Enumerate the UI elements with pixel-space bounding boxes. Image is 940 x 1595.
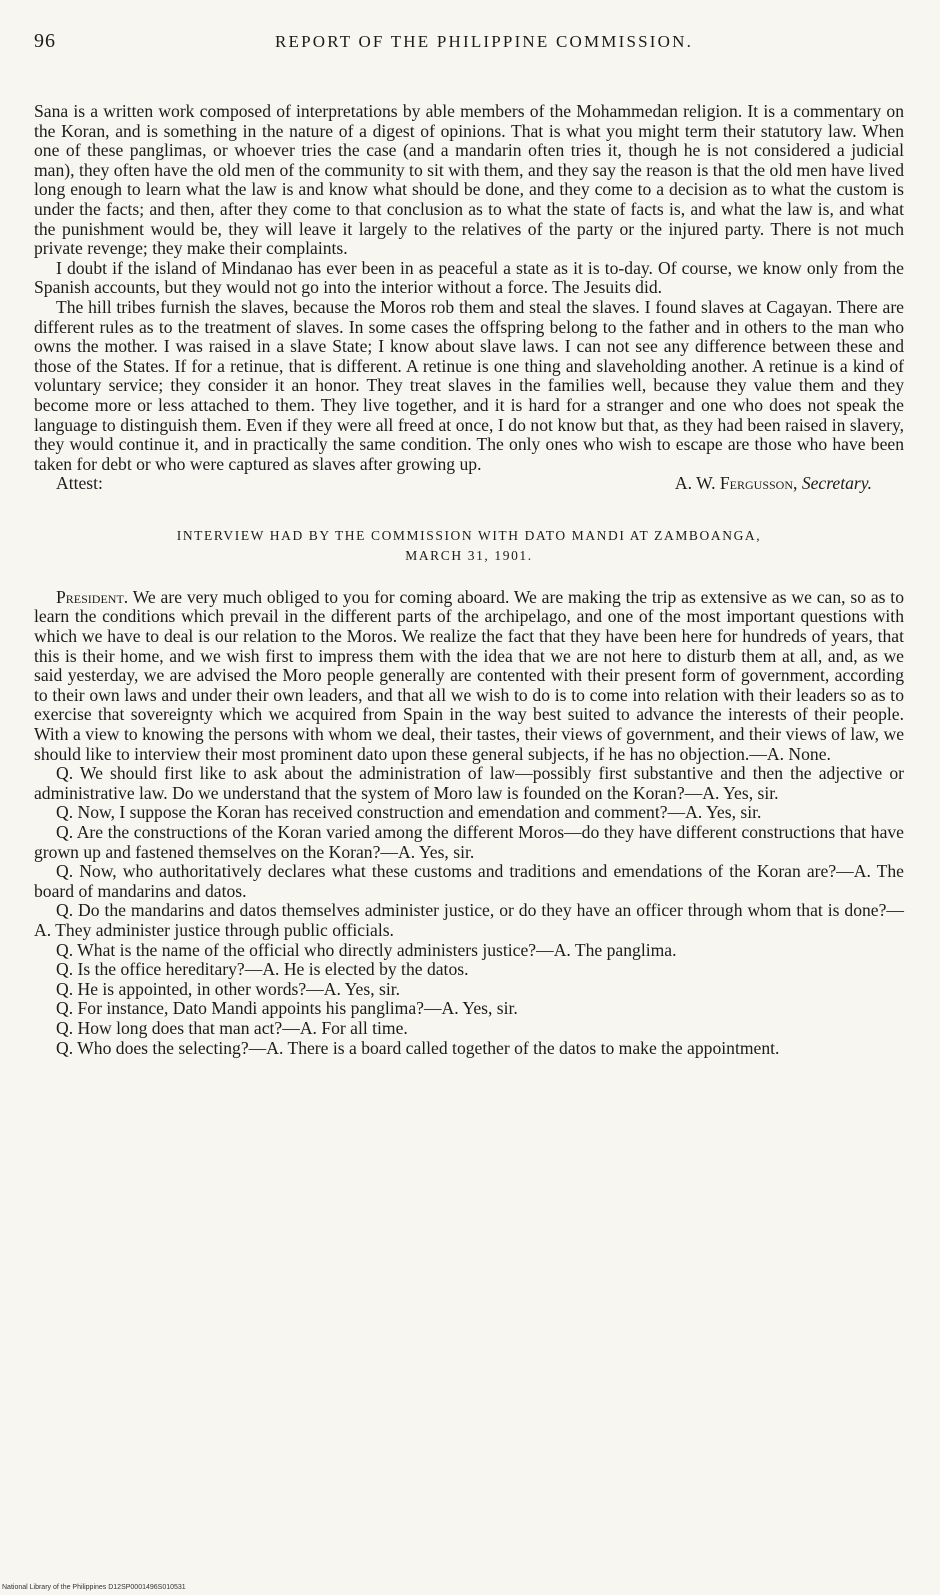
paragraph: I doubt if the island of Mindanao has ever been in as peaceful a state as it is to-day. Of course, we know only from the Spanish accounts, but they would not go into the interior without a force. The Jesuits did. — [34, 257, 904, 298]
heading-line: MARCH 31, 1901. — [405, 547, 533, 563]
question-answer-list — [34, 764, 904, 1058]
qa-item: Q. He is appointed, in other words?—A. Yes, sir. — [56, 978, 401, 999]
paragraph: Sana is a written work composed of interpretations by able members of the Mohammedan religion. It is a commentary on the Koran, and is something in the nature of a digest of opinions. That is what you might term their statutory law. When one of these panglimas, or whoever tries the case (and a mandarin often tries it, though he is not considered a judicial man), they often have the old men of the community to sit with them, and they say the reason is that the old men have lived long enough to learn what the law is and know what should be done, and they come to a decision as to what the custom is under the facts; and then, after they come to that conclusion as to what the state of facts is, and what the law is, and what the punishment would be, they will leave it largely to the relatives of the party or the injured party. There is not much private revenge; they make their complaints. — [34, 101, 904, 259]
page-header — [34, 30, 904, 60]
scan-footer: National Library of the Philippines D12SP0001496S010531 — [2, 1584, 186, 1591]
attest-signature — [675, 474, 872, 494]
paragraph: The hill tribes furnish the slaves, because the Moros rob them and steal the slaves. I found slaves at Cagayan. There are different rules as to the treatment of slaves. In some cases the offspring belong to the father and in others to the man who owns the mother. I was raised in a slave State; I know about slave laws. I can not see any difference between these and those of the States. If for a retinue, that is different. A retinue is one thing and slaveholding another. A retinue is a kind of voluntary service; they consider it an honor. They treat slaves in the families well, because they value them and they become more or less attached to them. They live together, and it is hard for a stranger and one who does not speak the language to distinguish them. Even if they were all freed at once, I do not know but that, as they had been raised in slavery, they would continue it, and in practically the same condition. The only ones who wish to escape are those who have been taken for debt or who were captured as slaves after growing up. — [34, 296, 904, 474]
qa-item: Q. Now, who authoritatively declares what these customs and traditions and emendations of the Koran are?—A. The board of mandarins and datos. — [34, 861, 904, 901]
attest-title: Secretary. — [801, 473, 872, 494]
qa-item: Q. Is the office hereditary?—A. He is elected by the datos. — [56, 959, 469, 980]
running-title: REPORT OF THE PHILIPPINE COMMISSION. — [274, 32, 694, 51]
qa-item: Q. Are the constructions of the Koran varied among the different Moros—do they have different constructions that have grown up and fastened themselves on the Koran?—A. Yes, sir. — [34, 822, 904, 862]
speaker-label: President. — [56, 586, 129, 607]
qa-item: Q. Who does the selecting?—A. There is a board called together of the datos to make the appointment. — [56, 1037, 780, 1058]
qa-item: Q. Do the mandarins and datos themselves administer justice, or do they have an officer through whom that is done?—A. They administer justice through public officials. — [34, 900, 904, 940]
page-number: 96 — [34, 30, 56, 52]
heading-line: INTERVIEW HAD BY THE COMMISSION WITH DATO MANDI AT ZAMBOANGA, — [176, 527, 762, 543]
qa-item: Q. How long does that man act?—A. For all time. — [56, 1017, 408, 1038]
qa-item: Q. What is the name of the official who directly administers justice?—A. The panglima. — [56, 939, 677, 960]
interview-heading — [34, 526, 904, 566]
qa-item: Q. We should first like to ask about the administration of law—possibly first substantive and then the adjective or administrative law. Do we understand that the system of Moro law is founded on the Koran?—A. Yes, sir. — [34, 763, 904, 803]
attestation — [34, 474, 904, 494]
qa-item: Q. For instance, Dato Mandi appoints his panglima?—A. Yes, sir. — [56, 998, 518, 1019]
statement-text: We are very much obliged to you for coming aboard. We are making the trip as extensive as we can, so as to learn the conditions which prevail in the different parts of the archipelago, and one of the most important questions with which we have to deal is our relation to the Moros. We realize the fact that they have been here for hundreds of years, that this is their home, and we wish first to impress them with the idea that we are not here to disturb them at all, and, as we said yesterday, we are advised the Moro people generally are contented with their present form of government, according to their own laws and under their own leaders, and that all we wish to do is to come into relation with their leaders so as to exercise that sovereignty which we acquired from Spain in the way best suited to advance the interests of their people. With a view to knowing the persons with whom we deal, their tastes, their views of government, and their views of law, we should like to interview their most prominent dato upon these general subjects, if he has no objection.—A. None. — [34, 586, 904, 764]
attest-label: Attest: — [56, 473, 103, 494]
president-statement — [34, 588, 904, 764]
document-page — [34, 30, 904, 1058]
qa-item: Q. Now, I suppose the Koran has received construction and emendation and comment?—A. Yes, sir. — [56, 802, 762, 823]
attest-signer: A. W. Fergusson, — [674, 473, 798, 494]
